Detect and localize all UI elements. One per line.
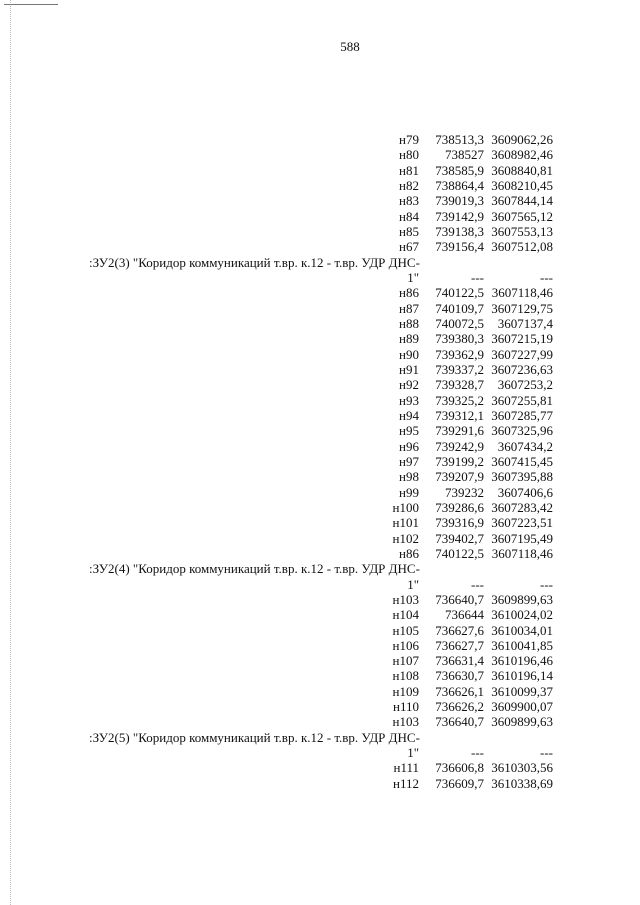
table-row	[0, 239, 640, 254]
coord-y: 3607406,6	[497, 484, 553, 500]
point-name: н97	[399, 453, 419, 469]
point-name: н102	[392, 530, 419, 546]
coord-y: 3608982,46	[491, 147, 553, 163]
table-row	[0, 377, 640, 392]
coord-x: 739328,7	[435, 377, 484, 393]
point-name: н82	[399, 177, 419, 193]
point-name: 1"	[407, 576, 419, 592]
table-row	[0, 224, 640, 239]
coord-x: 736627,7	[435, 637, 484, 653]
coord-x: 739199,2	[435, 453, 484, 469]
coord-y: 3607129,75	[491, 300, 553, 316]
point-name: н89	[399, 331, 419, 347]
table-row	[0, 347, 640, 362]
coord-x: 736644	[445, 607, 484, 623]
coord-x: ---	[471, 269, 484, 285]
point-name: н81	[399, 162, 419, 178]
coord-y: 3610034,01	[491, 622, 553, 638]
table-row	[0, 577, 640, 592]
coord-y: 3607415,45	[491, 453, 553, 469]
section-heading-text: :ЗУ2(3) "Коридор коммуникаций т.вр. к.12 - т.вр. УДР ДНС-	[89, 254, 420, 270]
coord-y: 3607255,81	[491, 392, 553, 408]
point-name: н98	[399, 469, 419, 485]
table-row	[0, 745, 640, 760]
point-name: н103	[392, 714, 419, 730]
coord-y: 3607227,99	[491, 346, 553, 362]
coord-y: ---	[540, 745, 553, 761]
coord-y: 3607283,42	[491, 499, 553, 515]
table-row	[0, 760, 640, 775]
point-name: н85	[399, 223, 419, 239]
point-name: 1"	[407, 745, 419, 761]
coord-x: 739312,1	[435, 407, 484, 423]
coord-x: 738864,4	[435, 177, 484, 193]
table-row	[0, 531, 640, 546]
section-heading-text: :ЗУ2(5) "Коридор коммуникаций т.вр. к.12 - т.вр. УДР ДНС-	[89, 729, 420, 745]
coord-x: 740122,5	[435, 285, 484, 301]
section-heading	[0, 561, 640, 576]
coord-y: 3610024,02	[491, 607, 553, 623]
page-number: 588	[340, 39, 360, 54]
table-row	[0, 454, 640, 469]
point-name: н86	[399, 545, 419, 561]
coord-x: 738527	[445, 147, 484, 163]
point-name: н86	[399, 285, 419, 301]
table-row	[0, 316, 640, 331]
coord-y: 3607553,13	[491, 223, 553, 239]
table-row	[0, 423, 640, 438]
table-row	[0, 393, 640, 408]
table-row	[0, 668, 640, 683]
coord-y: 3609062,26	[491, 132, 553, 147]
coord-x: 736609,7	[435, 775, 484, 791]
point-name: н99	[399, 484, 419, 500]
coord-y: 3608840,81	[491, 162, 553, 178]
point-name: н93	[399, 392, 419, 408]
coord-x: 740072,5	[435, 315, 484, 331]
coord-y: 3607253,2	[497, 377, 553, 393]
coord-y: 3610041,85	[491, 637, 553, 653]
coord-y: 3607215,19	[491, 331, 553, 347]
coord-x: 736640,7	[435, 591, 484, 607]
coord-y: 3607195,49	[491, 530, 553, 546]
table-row	[0, 546, 640, 561]
coord-x: 736627,6	[435, 622, 484, 638]
coord-x: 739337,2	[435, 361, 484, 377]
coord-x: 736606,8	[435, 760, 484, 776]
coord-x: 739242,9	[435, 438, 484, 454]
coord-x: 739232	[445, 484, 484, 500]
table-row	[0, 500, 640, 515]
coord-x: 738585,9	[435, 162, 484, 178]
coord-y: 3609899,63	[491, 714, 553, 730]
coord-x: 739291,6	[435, 423, 484, 439]
coord-x: 739362,9	[435, 346, 484, 362]
table-row	[0, 684, 640, 699]
point-name: н103	[392, 591, 419, 607]
point-name: н88	[399, 315, 419, 331]
table-row	[0, 178, 640, 193]
point-name: н104	[392, 607, 419, 623]
coord-y: 3607395,88	[491, 469, 553, 485]
table-row	[0, 653, 640, 668]
coord-x: 739316,9	[435, 515, 484, 531]
scan-corner-mark	[4, 4, 58, 5]
coord-y: 3610196,46	[491, 653, 553, 669]
table-row	[0, 623, 640, 638]
table-row	[0, 132, 640, 147]
table-row	[0, 270, 640, 285]
table-row	[0, 776, 640, 791]
coord-x: 740109,7	[435, 300, 484, 316]
table-row	[0, 408, 640, 423]
coord-y: 3610303,56	[491, 760, 553, 776]
coord-y: 3607223,51	[491, 515, 553, 531]
coord-x: 736626,2	[435, 699, 484, 715]
section-heading	[0, 255, 640, 270]
coord-y: 3609899,63	[491, 591, 553, 607]
table-row	[0, 301, 640, 316]
coord-y: 3607565,12	[491, 208, 553, 224]
table-row	[0, 607, 640, 622]
coord-x: 739402,7	[435, 530, 484, 546]
coord-x: 739325,2	[435, 392, 484, 408]
point-name: 1"	[407, 269, 419, 285]
coord-y: 3607236,63	[491, 361, 553, 377]
table-row	[0, 592, 640, 607]
table-row	[0, 515, 640, 530]
coord-y: 3610338,69	[491, 775, 553, 791]
table-row	[0, 714, 640, 729]
coord-y: 3607118,46	[491, 285, 553, 301]
point-name: н87	[399, 300, 419, 316]
table-row	[0, 209, 640, 224]
point-name: н105	[392, 622, 419, 638]
point-name: н83	[399, 193, 419, 209]
coord-y: 3607512,08	[491, 239, 553, 255]
coord-x: 736626,1	[435, 683, 484, 699]
table-row	[0, 485, 640, 500]
point-name: н100	[392, 499, 419, 515]
point-name: н96	[399, 438, 419, 454]
coord-x: 739156,4	[435, 239, 484, 255]
point-name: н90	[399, 346, 419, 362]
point-name: н109	[392, 683, 419, 699]
point-name: н91	[399, 361, 419, 377]
coord-y: ---	[540, 576, 553, 592]
section-heading-text: :ЗУ2(4) "Коридор коммуникаций т.вр. к.12 - т.вр. УДР ДНС-	[89, 561, 420, 577]
point-name: н80	[399, 147, 419, 163]
coord-y: 3607118,46	[491, 545, 553, 561]
point-name: н107	[392, 653, 419, 669]
coord-y: 3607844,14	[491, 193, 553, 209]
point-name: н92	[399, 377, 419, 393]
table-row	[0, 362, 640, 377]
coord-y: 3610099,37	[491, 683, 553, 699]
coord-x: ---	[471, 576, 484, 592]
coord-x: 739380,3	[435, 331, 484, 347]
coord-x: 739207,9	[435, 469, 484, 485]
coord-x: 739142,9	[435, 208, 484, 224]
table-row	[0, 193, 640, 208]
table-row	[0, 163, 640, 178]
point-name: н101	[392, 515, 419, 531]
coord-x: ---	[471, 745, 484, 761]
coord-y: 3607325,96	[491, 423, 553, 439]
coord-y: 3607285,77	[491, 407, 553, 423]
coord-y: 3609900,07	[491, 699, 553, 715]
coord-x: 736630,7	[435, 668, 484, 684]
coord-x: 739019,3	[435, 193, 484, 209]
coord-y: 3610196,14	[491, 668, 553, 684]
table-row	[0, 285, 640, 300]
coord-x: 736640,7	[435, 714, 484, 730]
table-row	[0, 699, 640, 714]
table-row	[0, 469, 640, 484]
section-heading	[0, 730, 640, 745]
coord-x: 739138,3	[435, 223, 484, 239]
coord-x: 736631,4	[435, 653, 484, 669]
point-name: н111	[393, 760, 419, 776]
point-name: н84	[399, 208, 419, 224]
coord-x: 740122,5	[435, 545, 484, 561]
table-row	[0, 331, 640, 346]
coord-x: 739286,6	[435, 499, 484, 515]
table-row	[0, 439, 640, 454]
coord-y: 3607434,2	[497, 438, 553, 454]
coord-x: 738513,3	[435, 132, 484, 147]
point-name: н112	[393, 775, 419, 791]
table-row	[0, 638, 640, 653]
point-name: н95	[399, 423, 419, 439]
point-name: н110	[393, 699, 419, 715]
table-row	[0, 147, 640, 162]
coordinates-table	[0, 132, 640, 791]
point-name: н108	[392, 668, 419, 684]
coord-y: 3608210,45	[491, 177, 553, 193]
point-name: н94	[399, 407, 419, 423]
point-name: н106	[392, 637, 419, 653]
point-name: н79	[399, 132, 419, 147]
point-name: н67	[399, 239, 419, 255]
coord-y: 3607137,4	[497, 315, 553, 331]
coord-y: ---	[540, 269, 553, 285]
